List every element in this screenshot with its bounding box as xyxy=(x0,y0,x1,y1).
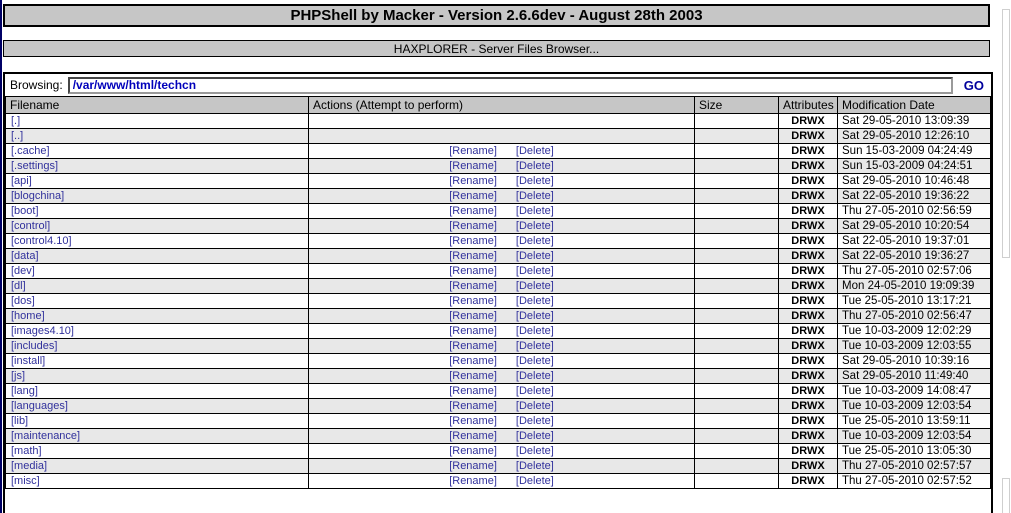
filename-link[interactable]: [math] xyxy=(11,445,42,457)
size-cell xyxy=(695,339,779,354)
filename-cell xyxy=(6,414,309,429)
delete-link[interactable]: [Delete] xyxy=(515,175,554,187)
table-row xyxy=(6,459,991,474)
size-cell xyxy=(695,174,779,189)
size-cell xyxy=(695,294,779,309)
filename-cell xyxy=(6,114,309,129)
filename-link[interactable]: [images4.10] xyxy=(11,325,74,337)
browsing-bar xyxy=(5,74,991,96)
attributes-cell: DRWX xyxy=(779,339,838,354)
size-cell xyxy=(695,354,779,369)
filename-link[interactable]: [.cache] xyxy=(11,145,50,157)
filename-cell xyxy=(6,219,309,234)
modification-date-cell: Sun 15-03-2009 04:24:49 xyxy=(838,144,991,159)
attributes-cell: DRWX xyxy=(779,159,838,174)
rename-link[interactable]: [Rename] xyxy=(449,280,497,292)
filename-link[interactable]: [media] xyxy=(11,460,48,472)
rename-link[interactable]: [Rename] xyxy=(449,445,497,457)
delete-link[interactable]: [Delete] xyxy=(515,445,554,457)
rename-link[interactable]: [Rename] xyxy=(449,310,497,322)
page-title: PHPShell by Macker - Version 2.6.6dev - August 28th 2003 xyxy=(290,7,703,24)
rename-link[interactable]: [Rename] xyxy=(449,355,497,367)
delete-link[interactable]: [Delete] xyxy=(515,250,554,262)
delete-link[interactable]: [Delete] xyxy=(515,400,554,412)
modification-date-cell: Tue 10-03-2009 14:08:47 xyxy=(838,384,991,399)
header-actions: Actions (Attempt to perform) xyxy=(309,97,695,114)
filename-link[interactable]: [lang] xyxy=(11,385,38,397)
attributes-cell: DRWX xyxy=(779,249,838,264)
modification-date-cell: Tue 10-03-2009 12:03:54 xyxy=(838,399,991,414)
size-cell xyxy=(695,264,779,279)
size-cell xyxy=(695,114,779,129)
delete-link[interactable]: [Delete] xyxy=(515,265,554,277)
table-row xyxy=(6,279,991,294)
filename-link[interactable]: [maintenance] xyxy=(11,430,81,442)
filename-link[interactable]: [misc] xyxy=(11,475,40,487)
filename-cell xyxy=(6,309,309,324)
table-row xyxy=(6,234,991,249)
actions-cell xyxy=(309,144,695,159)
rename-link[interactable]: [Rename] xyxy=(449,160,497,172)
filename-cell xyxy=(6,174,309,189)
scrollbar-track-top[interactable] xyxy=(1002,9,1010,258)
table-row xyxy=(6,129,991,144)
size-cell xyxy=(695,369,779,384)
size-cell xyxy=(695,399,779,414)
attributes-cell: DRWX xyxy=(779,444,838,459)
filename-cell xyxy=(6,429,309,444)
table-row xyxy=(6,399,991,414)
rename-link[interactable]: [Rename] xyxy=(449,385,497,397)
browsing-label: Browsing: xyxy=(10,78,63,92)
banner-text: HAXPLORER - Server Files Browser... xyxy=(393,41,600,56)
delete-link[interactable]: [Delete] xyxy=(515,475,554,487)
filename-cell xyxy=(6,249,309,264)
file-table-body xyxy=(6,114,991,489)
size-cell xyxy=(695,429,779,444)
actions-cell xyxy=(309,204,695,219)
table-row xyxy=(6,324,991,339)
header-attributes: Attributes xyxy=(779,97,838,114)
header-modification-date: Modification Date xyxy=(838,97,991,114)
delete-link[interactable]: [Delete] xyxy=(515,430,554,442)
attributes-cell: DRWX xyxy=(779,144,838,159)
actions-cell xyxy=(309,114,695,129)
filename-cell xyxy=(6,144,309,159)
size-cell xyxy=(695,279,779,294)
filename-link[interactable]: [control4.10] xyxy=(11,235,72,247)
attributes-cell: DRWX xyxy=(779,264,838,279)
modification-date-cell: Thu 27-05-2010 02:56:47 xyxy=(838,309,991,324)
modification-date-cell: Sat 22-05-2010 19:36:27 xyxy=(838,249,991,264)
header-size: Size xyxy=(695,97,779,114)
rename-link[interactable]: [Rename] xyxy=(449,475,497,487)
table-row xyxy=(6,309,991,324)
size-cell xyxy=(695,204,779,219)
rename-link[interactable]: [Rename] xyxy=(449,370,497,382)
actions-cell xyxy=(309,174,695,189)
modification-date-cell: Tue 10-03-2009 12:03:55 xyxy=(838,339,991,354)
filename-cell xyxy=(6,399,309,414)
modification-date-cell: Thu 27-05-2010 02:57:52 xyxy=(838,474,991,489)
filename-cell xyxy=(6,279,309,294)
size-cell xyxy=(695,249,779,264)
attributes-cell: DRWX xyxy=(779,474,838,489)
delete-link[interactable]: [Delete] xyxy=(515,415,554,427)
table-row xyxy=(6,444,991,459)
actions-cell xyxy=(309,219,695,234)
delete-link[interactable]: [Delete] xyxy=(515,145,554,157)
filename-link[interactable]: [js] xyxy=(11,370,26,382)
table-row xyxy=(6,219,991,234)
table-row xyxy=(6,369,991,384)
actions-cell xyxy=(309,324,695,339)
delete-link[interactable]: [Delete] xyxy=(515,235,554,247)
actions-cell xyxy=(309,429,695,444)
attributes-cell: DRWX xyxy=(779,114,838,129)
filename-cell xyxy=(6,294,309,309)
actions-cell xyxy=(309,354,695,369)
filename-link[interactable]: [lib] xyxy=(11,415,29,427)
filename-link[interactable]: [dos] xyxy=(11,295,35,307)
modification-date-cell: Sun 15-03-2009 04:24:51 xyxy=(838,159,991,174)
filename-cell xyxy=(6,129,309,144)
filename-cell xyxy=(6,459,309,474)
modification-date-cell: Tue 25-05-2010 13:05:30 xyxy=(838,444,991,459)
actions-cell xyxy=(309,264,695,279)
actions-cell xyxy=(309,474,695,489)
filename-link[interactable]: [blogchina] xyxy=(11,190,65,202)
file-browser-panel xyxy=(3,72,993,513)
size-cell xyxy=(695,459,779,474)
filename-link[interactable]: [.settings] xyxy=(11,160,59,172)
attributes-cell: DRWX xyxy=(779,429,838,444)
table-row xyxy=(6,264,991,279)
actions-cell xyxy=(309,414,695,429)
table-row xyxy=(6,294,991,309)
modification-date-cell: Sat 29-05-2010 10:20:54 xyxy=(838,219,991,234)
rename-link[interactable]: [Rename] xyxy=(449,145,497,157)
rename-link[interactable]: [Rename] xyxy=(449,205,497,217)
delete-link[interactable]: [Delete] xyxy=(515,280,554,292)
filename-link[interactable]: [.] xyxy=(11,115,21,127)
table-header-row xyxy=(6,97,991,114)
table-row xyxy=(6,174,991,189)
modification-date-cell: Sat 29-05-2010 12:26:10 xyxy=(838,129,991,144)
table-row xyxy=(6,189,991,204)
filename-cell xyxy=(6,354,309,369)
attributes-cell: DRWX xyxy=(779,234,838,249)
actions-cell xyxy=(309,129,695,144)
attributes-cell: DRWX xyxy=(779,219,838,234)
header-filename: Filename xyxy=(6,97,309,114)
rename-link[interactable]: [Rename] xyxy=(449,220,497,232)
rename-link[interactable]: [Rename] xyxy=(449,250,497,262)
modification-date-cell: Tue 10-03-2009 12:03:54 xyxy=(838,429,991,444)
filename-link[interactable]: [languages] xyxy=(11,400,68,412)
delete-link[interactable]: [Delete] xyxy=(515,310,554,322)
attributes-cell: DRWX xyxy=(779,414,838,429)
filename-link[interactable]: [control] xyxy=(11,220,51,232)
actions-cell xyxy=(309,234,695,249)
go-button[interactable]: GO xyxy=(963,77,984,93)
delete-link[interactable]: [Delete] xyxy=(515,160,554,172)
rename-link[interactable]: [Rename] xyxy=(449,235,497,247)
filename-link[interactable]: [includes] xyxy=(11,340,58,352)
modification-date-cell: Tue 10-03-2009 12:02:29 xyxy=(838,324,991,339)
delete-link[interactable]: [Delete] xyxy=(515,370,554,382)
modification-date-cell: Sat 29-05-2010 11:49:40 xyxy=(838,369,991,384)
table-row xyxy=(6,249,991,264)
actions-cell xyxy=(309,189,695,204)
table-row xyxy=(6,384,991,399)
delete-link[interactable]: [Delete] xyxy=(515,340,554,352)
attributes-cell: DRWX xyxy=(779,399,838,414)
rename-link[interactable]: [Rename] xyxy=(449,190,497,202)
actions-cell xyxy=(309,249,695,264)
actions-cell xyxy=(309,444,695,459)
filename-cell xyxy=(6,369,309,384)
modification-date-cell: Thu 27-05-2010 02:57:57 xyxy=(838,459,991,474)
modification-date-cell: Thu 27-05-2010 02:56:59 xyxy=(838,204,991,219)
modification-date-cell: Sat 22-05-2010 19:37:01 xyxy=(838,234,991,249)
attributes-cell: DRWX xyxy=(779,309,838,324)
actions-cell xyxy=(309,339,695,354)
filename-link[interactable]: [install] xyxy=(11,355,46,367)
modification-date-cell: Mon 24-05-2010 19:09:39 xyxy=(838,279,991,294)
filename-cell xyxy=(6,474,309,489)
delete-link[interactable]: [Delete] xyxy=(515,205,554,217)
modification-date-cell: Sat 29-05-2010 10:46:48 xyxy=(838,174,991,189)
attributes-cell: DRWX xyxy=(779,369,838,384)
actions-cell xyxy=(309,309,695,324)
attributes-cell: DRWX xyxy=(779,129,838,144)
delete-link[interactable]: [Delete] xyxy=(515,355,554,367)
app-title-bar xyxy=(3,4,990,27)
size-cell xyxy=(695,189,779,204)
size-cell xyxy=(695,414,779,429)
modification-date-cell: Sat 29-05-2010 10:39:16 xyxy=(838,354,991,369)
size-cell xyxy=(695,144,779,159)
actions-cell xyxy=(309,294,695,309)
filename-link[interactable]: [boot] xyxy=(11,205,39,217)
table-row xyxy=(6,429,991,444)
scrollbar-track-bottom[interactable] xyxy=(1002,478,1010,513)
size-cell xyxy=(695,384,779,399)
size-cell xyxy=(695,309,779,324)
filename-cell xyxy=(6,339,309,354)
attributes-cell: DRWX xyxy=(779,384,838,399)
left-accent-line xyxy=(0,0,2,513)
size-cell xyxy=(695,219,779,234)
attributes-cell: DRWX xyxy=(779,294,838,309)
modification-date-cell: Sat 22-05-2010 19:36:22 xyxy=(838,189,991,204)
delete-link[interactable]: [Delete] xyxy=(515,190,554,202)
table-row xyxy=(6,474,991,489)
delete-link[interactable]: [Delete] xyxy=(515,220,554,232)
rename-link[interactable]: [Rename] xyxy=(449,430,497,442)
rename-link[interactable]: [Rename] xyxy=(449,340,497,352)
attributes-cell: DRWX xyxy=(779,459,838,474)
table-row xyxy=(6,144,991,159)
actions-cell xyxy=(309,399,695,414)
filename-cell xyxy=(6,324,309,339)
filename-cell xyxy=(6,264,309,279)
attributes-cell: DRWX xyxy=(779,279,838,294)
size-cell xyxy=(695,474,779,489)
filename-cell xyxy=(6,384,309,399)
haxplorer-banner xyxy=(3,40,990,57)
size-cell xyxy=(695,444,779,459)
rename-link[interactable]: [Rename] xyxy=(449,460,497,472)
delete-link[interactable]: [Delete] xyxy=(515,325,554,337)
actions-cell xyxy=(309,369,695,384)
delete-link[interactable]: [Delete] xyxy=(515,295,554,307)
filename-link[interactable]: [api] xyxy=(11,175,32,187)
size-cell xyxy=(695,159,779,174)
actions-cell xyxy=(309,279,695,294)
rename-link[interactable]: [Rename] xyxy=(449,295,497,307)
delete-link[interactable]: [Delete] xyxy=(515,460,554,472)
filename-link[interactable]: [home] xyxy=(11,310,45,322)
filename-cell xyxy=(6,234,309,249)
size-cell xyxy=(695,234,779,249)
attributes-cell: DRWX xyxy=(779,324,838,339)
filename-link[interactable]: [dl] xyxy=(11,280,26,292)
rename-link[interactable]: [Rename] xyxy=(449,415,497,427)
attributes-cell: DRWX xyxy=(779,354,838,369)
filename-cell xyxy=(6,204,309,219)
size-cell xyxy=(695,129,779,144)
modification-date-cell: Tue 25-05-2010 13:59:11 xyxy=(838,414,991,429)
table-row xyxy=(6,339,991,354)
attributes-cell: DRWX xyxy=(779,189,838,204)
table-row xyxy=(6,159,991,174)
actions-cell xyxy=(309,159,695,174)
rename-link[interactable]: [Rename] xyxy=(449,325,497,337)
filename-cell xyxy=(6,159,309,174)
modification-date-cell: Thu 27-05-2010 02:57:06 xyxy=(838,264,991,279)
attributes-cell: DRWX xyxy=(779,204,838,219)
modification-date-cell: Tue 25-05-2010 13:17:21 xyxy=(838,294,991,309)
filename-cell xyxy=(6,444,309,459)
delete-link[interactable]: [Delete] xyxy=(515,385,554,397)
attributes-cell: DRWX xyxy=(779,174,838,189)
actions-cell xyxy=(309,384,695,399)
file-table xyxy=(5,96,991,489)
filename-cell xyxy=(6,189,309,204)
path-input[interactable] xyxy=(68,77,953,94)
filename-link[interactable]: [dev] xyxy=(11,265,35,277)
actions-cell xyxy=(309,459,695,474)
filename-link[interactable]: [data] xyxy=(11,250,39,262)
rename-link[interactable]: [Rename] xyxy=(449,400,497,412)
table-row xyxy=(6,204,991,219)
size-cell xyxy=(695,324,779,339)
rename-link[interactable]: [Rename] xyxy=(449,175,497,187)
table-row xyxy=(6,354,991,369)
modification-date-cell: Sat 29-05-2010 13:09:39 xyxy=(838,114,991,129)
table-row xyxy=(6,414,991,429)
filename-link[interactable]: [..] xyxy=(11,130,24,142)
table-row xyxy=(6,114,991,129)
rename-link[interactable]: [Rename] xyxy=(449,265,497,277)
